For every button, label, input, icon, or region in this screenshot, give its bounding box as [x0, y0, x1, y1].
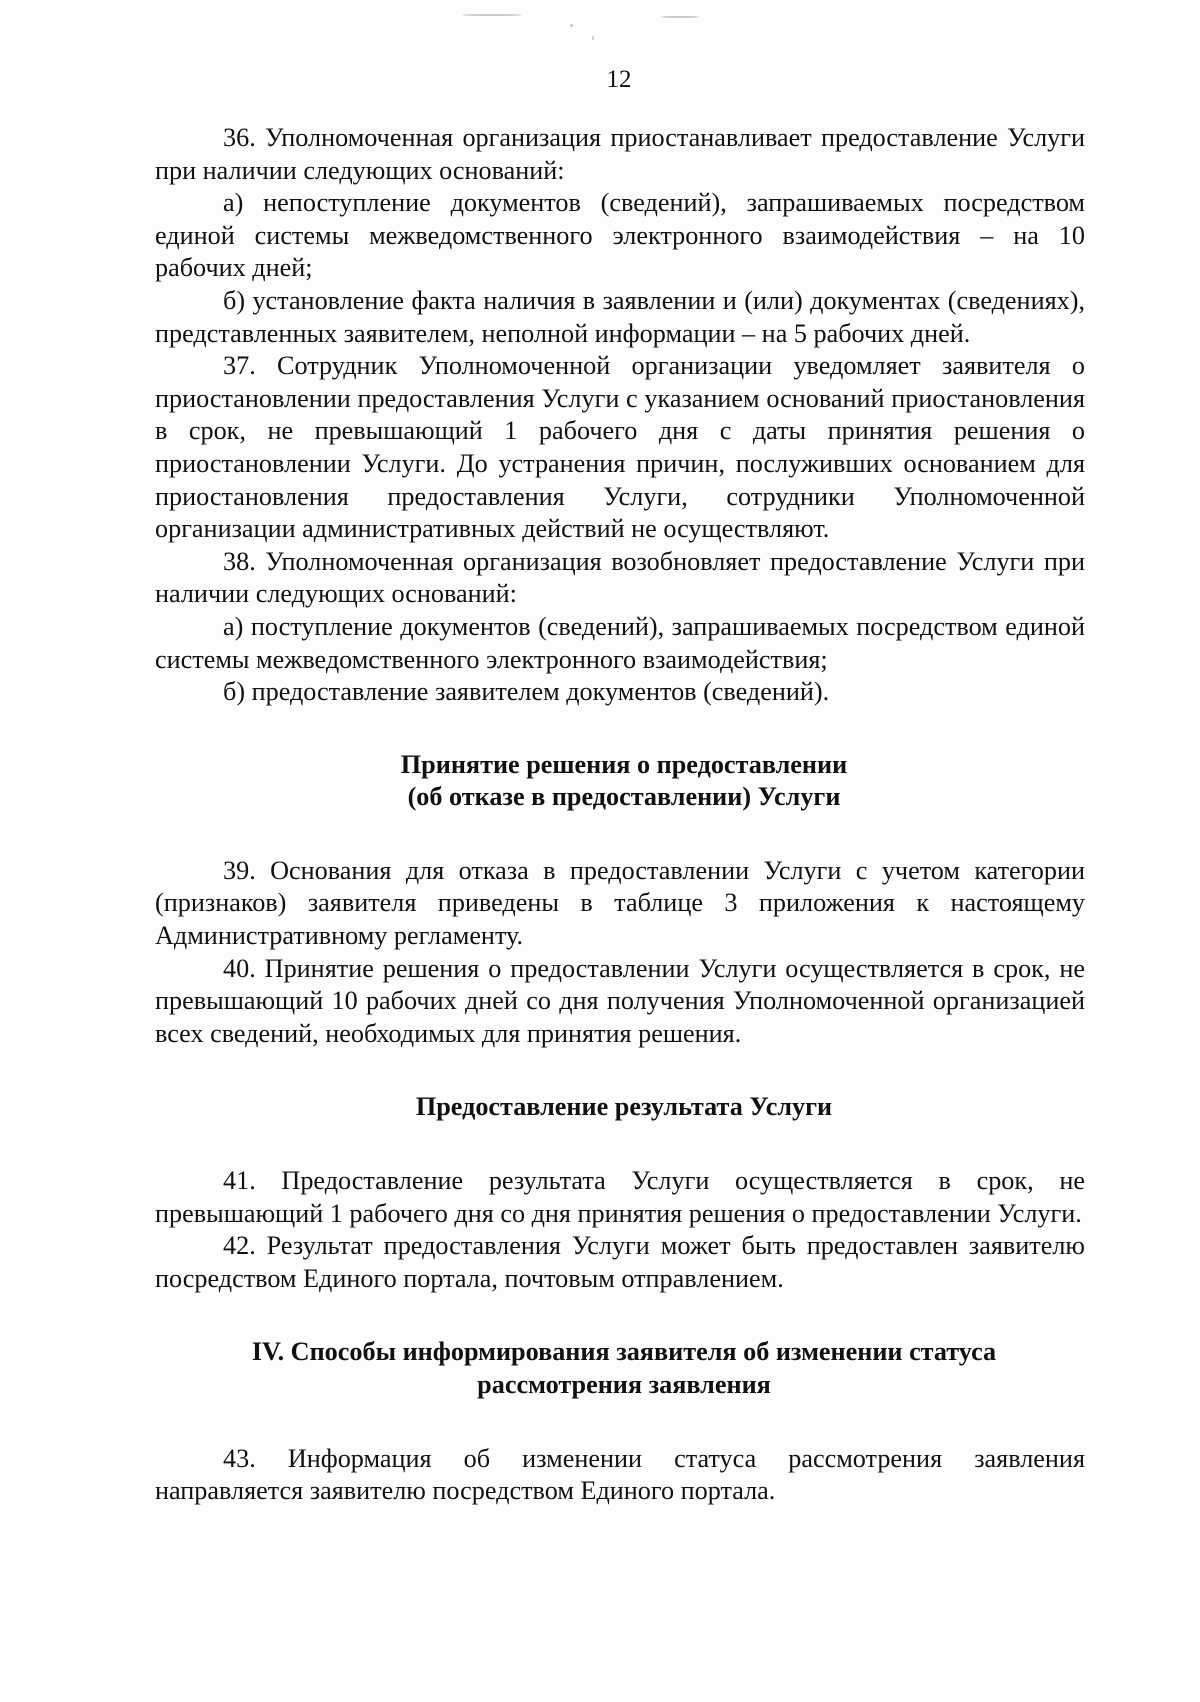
spacer — [155, 1050, 1085, 1091]
paragraph-41: 41. Предоставление результата Услуги осуществляется в срок, не превышающий 1 рабочего дня со дня принятия решения о предоставлении Услуги. — [155, 1166, 1085, 1228]
paragraph-38a: а) поступление документов (сведений), запрашиваемых посредством единой системы межведомственного электронного взаимодействия; — [155, 611, 1085, 674]
paragraph-37: 37. Сотрудник Уполномоченной организации уведомляет заявителя о приостановлении предоставления Услуги с указанием оснований приостановления в срок, не превышающий 1 рабочего дня с даты принятия решения о приостановлении Услуги. До устранения причин, послуживших основанием для приостановления предоставления Услуги, сотрудники Уполномоченной организации административных действий не осуществляют. — [155, 351, 1085, 544]
spacer — [155, 1402, 1085, 1443]
spacer — [155, 814, 1085, 855]
page-number: 12 — [606, 66, 632, 93]
scan-noise — [592, 36, 594, 40]
section-heading-decision — [155, 749, 1085, 814]
paragraph-38: 38. Уполномоченная организация возобновляет предоставление Услуги при наличии следующих оснований: — [155, 546, 1085, 609]
scan-noise — [570, 24, 573, 27]
section-heading-chapter-iv-line2: рассмотрения заявления — [477, 1370, 771, 1399]
paragraph-43: 43. Информация об изменении статуса рассмотрения заявления направляется заявителю посредством Единого портала. — [155, 1443, 1085, 1506]
scan-noise — [462, 14, 522, 16]
paragraph-42: 42. Результат предоставления Услуги может быть предоставлен заявителю посредством Единого портала, почтовым отправлением. — [155, 1231, 1085, 1293]
scan-noise — [660, 16, 700, 18]
section-heading-decision-line1: Принятие решения о предоставлении — [400, 749, 848, 779]
document-body — [155, 122, 1085, 1508]
paragraph-40: 40. Принятие решения о предоставлении Услуги осуществляется в срок, не превышающий 10 рабочих дней со дня получения Уполномоченной организацией всех сведений, необходимых для принятия решения. — [155, 953, 1085, 1048]
section-heading-result: Предоставление результата Услуги — [415, 1092, 833, 1122]
spacer — [155, 1124, 1085, 1165]
paragraph-39: 39. Основания для отказа в предоставлении Услуги с учетом категории (признаков) заявителя приведены в таблице 3 приложения к настоящему Административному регламенту. — [155, 855, 1085, 951]
section-heading-chapter-iv — [155, 1336, 1085, 1401]
paragraph-36b: б) установление факта наличия в заявлении и (или) документах (сведениях), представленных заявителем, неполной информации – на 5 рабочих дней. — [155, 285, 1085, 348]
paragraph-36: 36. Уполномоченная организация приостанавливает предоставление Услуги при наличии следующих оснований: — [155, 123, 1085, 185]
section-heading-decision-line2: (об отказе в предоставлении) Услуги — [407, 782, 841, 812]
paragraph-38b: б) предоставление заявителем документов (сведений). — [223, 677, 830, 707]
paragraph-36a: а) непоступление документов (сведений), запрашиваемых посредством единой системы межведомственного электронного взаимодействия – на 10 рабочих дней; — [155, 188, 1085, 283]
spacer — [155, 1295, 1085, 1336]
spacer — [155, 709, 1085, 749]
section-heading-chapter-iv-line1: IV. Способы информирования заявителя об изменении статуса — [251, 1337, 997, 1367]
